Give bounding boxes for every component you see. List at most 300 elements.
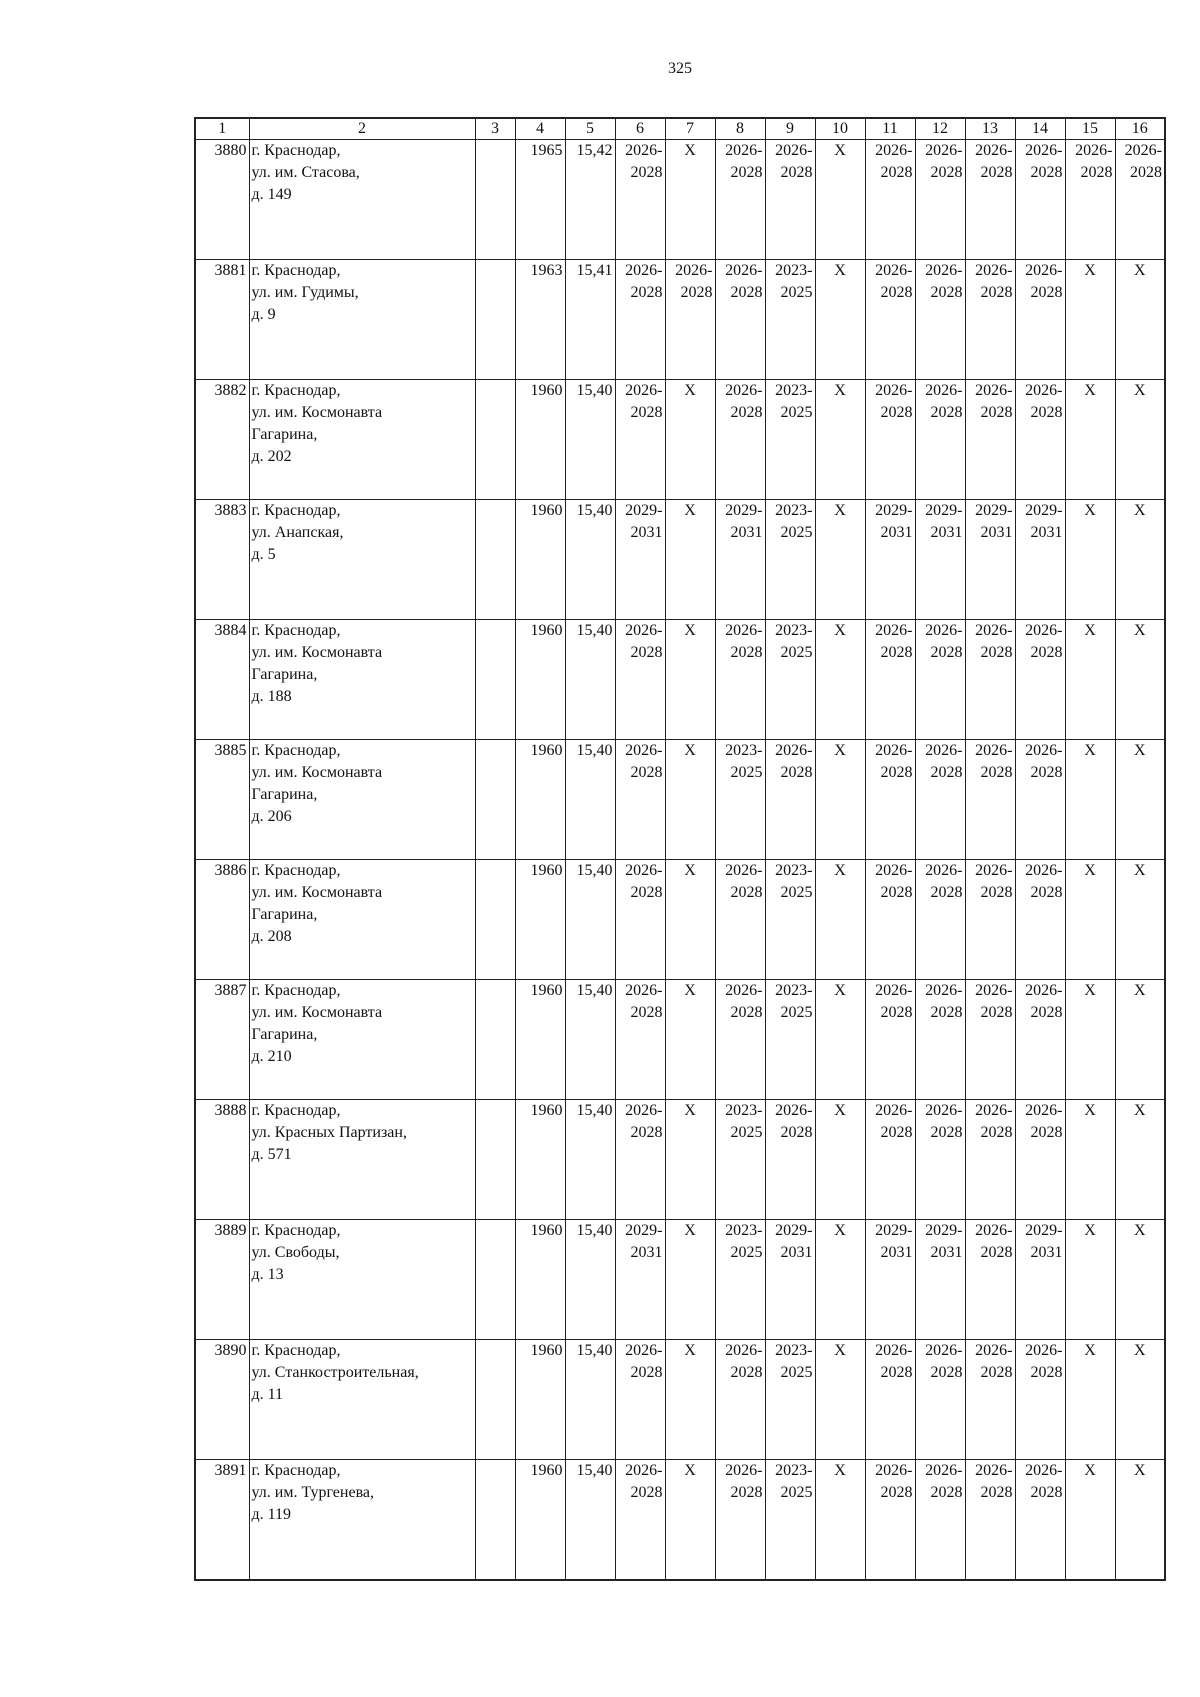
col-3-cell [475, 620, 515, 740]
period-cell [765, 740, 815, 860]
period-cell [915, 620, 965, 740]
address-line: ул. им. Космонавта [251, 1004, 383, 1021]
address-line: ул. им. Космонавта [251, 644, 383, 661]
period-end: 2028 [730, 1484, 763, 1501]
period-start: 2026- [725, 1342, 763, 1359]
address-cell [249, 1460, 475, 1580]
period-cell [865, 260, 915, 380]
period-end: 2031 [880, 524, 913, 541]
period-cell [615, 860, 665, 980]
address-line: ул. им. Стасова, [251, 164, 360, 181]
address-line: ул. им. Тургенева, [251, 1484, 375, 1501]
none-mark-cell: X [1115, 500, 1165, 620]
period-cell [765, 380, 815, 500]
address-cell [249, 860, 475, 980]
period-cell [715, 140, 765, 260]
period-start: 2026- [625, 1102, 663, 1119]
period-cell [915, 1100, 965, 1220]
address-line: г. Краснодар, [251, 862, 341, 879]
period-cell [765, 1340, 815, 1460]
period-start: 2026- [1025, 382, 1063, 399]
none-mark-cell: X [1115, 1460, 1165, 1580]
period-cell [915, 380, 965, 500]
none-mark-cell: X [815, 140, 865, 260]
period-end: 2028 [980, 644, 1013, 661]
period-start: 2026- [625, 142, 663, 159]
period-cell [765, 860, 815, 980]
period-cell [965, 260, 1015, 380]
period-end: 2028 [1030, 1484, 1063, 1501]
period-cell [965, 1460, 1015, 1580]
col-3-cell [475, 740, 515, 860]
address-line: г. Краснодар, [251, 1222, 341, 1239]
period-cell [915, 1220, 965, 1340]
period-start: 2026- [925, 742, 963, 759]
period-start: 2026- [625, 382, 663, 399]
year-cell: 1960 [515, 500, 565, 620]
period-start: 2026- [1025, 982, 1063, 999]
period-start: 2023- [775, 262, 813, 279]
address-cell [249, 1100, 475, 1220]
year-cell: 1960 [515, 1100, 565, 1220]
page-number: 325 [668, 60, 692, 77]
none-mark-cell: X [665, 860, 715, 980]
period-end: 2028 [730, 1004, 763, 1021]
row-number: 3889 [195, 1220, 249, 1340]
period-start: 2026- [1025, 1102, 1063, 1119]
none-mark-cell: X [1065, 1340, 1115, 1460]
period-cell [765, 620, 815, 740]
period-end: 2025 [780, 524, 813, 541]
period-start: 2026- [925, 862, 963, 879]
period-start: 2026- [625, 1342, 663, 1359]
col-3-cell [475, 980, 515, 1100]
address-cell [249, 140, 475, 260]
row-number: 3890 [195, 1340, 249, 1460]
period-end: 2028 [880, 644, 913, 661]
period-cell [715, 260, 765, 380]
value-cell: 15,40 [565, 1100, 615, 1220]
col-3-cell [475, 1100, 515, 1220]
none-mark-cell: X [665, 1340, 715, 1460]
address-line: г. Краснодар, [251, 142, 341, 159]
period-cell [615, 380, 665, 500]
period-end: 2028 [930, 1124, 963, 1141]
year-cell: 1960 [515, 620, 565, 740]
none-mark-cell: X [665, 1460, 715, 1580]
period-start: 2026- [1025, 862, 1063, 879]
period-end: 2028 [630, 1124, 663, 1141]
period-cell [865, 1220, 915, 1340]
address-line: ул. им. Космонавта [251, 884, 383, 901]
address-line: д. 11 [251, 1386, 284, 1403]
period-start: 2026- [1025, 1342, 1063, 1359]
address-line: г. Краснодар, [251, 1342, 341, 1359]
period-start: 2026- [625, 262, 663, 279]
period-start: 2026- [725, 142, 763, 159]
address-line: д. 149 [251, 186, 292, 203]
period-start: 2026- [775, 1102, 813, 1119]
period-start: 2029- [1025, 1222, 1063, 1239]
value-cell: 15,40 [565, 1220, 615, 1340]
address-line: Гагарина, [251, 786, 318, 803]
col-header-2: 2 [249, 118, 475, 140]
period-end: 2031 [1030, 1244, 1063, 1261]
period-cell [765, 260, 815, 380]
period-end: 2028 [1030, 764, 1063, 781]
period-cell [765, 1220, 815, 1340]
none-mark-cell: X [1115, 980, 1165, 1100]
period-start: 2023- [775, 502, 813, 519]
col-header-11: 11 [865, 118, 915, 140]
value-cell: 15,41 [565, 260, 615, 380]
none-mark-cell: X [815, 740, 865, 860]
period-end: 2025 [780, 1004, 813, 1021]
none-mark-cell: X [815, 380, 865, 500]
none-mark-cell: X [1065, 1460, 1115, 1580]
period-start: 2029- [625, 1222, 663, 1239]
period-cell [965, 980, 1015, 1100]
period-start: 2026- [875, 982, 913, 999]
col-header-5: 5 [565, 118, 615, 140]
period-end: 2028 [630, 164, 663, 181]
period-end: 2028 [880, 884, 913, 901]
address-cell [249, 260, 475, 380]
period-end: 2028 [780, 764, 813, 781]
period-cell [615, 500, 665, 620]
none-mark-cell: X [815, 980, 865, 1100]
period-start: 2026- [875, 1462, 913, 1479]
period-cell [865, 500, 915, 620]
period-start: 2029- [875, 1222, 913, 1239]
col-header-16: 16 [1115, 118, 1165, 140]
period-cell [1115, 140, 1165, 260]
address-line: Гагарина, [251, 906, 318, 923]
year-cell: 1960 [515, 980, 565, 1100]
period-end: 2028 [730, 1364, 763, 1381]
period-end: 2025 [730, 764, 763, 781]
period-start: 2026- [625, 862, 663, 879]
none-mark-cell: X [815, 860, 865, 980]
col-header-3: 3 [475, 118, 515, 140]
period-start: 2023- [775, 982, 813, 999]
period-cell [615, 1100, 665, 1220]
period-end: 2028 [1080, 164, 1113, 181]
period-start: 2026- [725, 862, 763, 879]
period-end: 2028 [780, 1124, 813, 1141]
row-number: 3881 [195, 260, 249, 380]
period-start: 2026- [975, 1102, 1013, 1119]
period-end: 2028 [630, 404, 663, 421]
address-line: ул. Станкостроительная, [251, 1364, 419, 1381]
period-end: 2028 [980, 1244, 1013, 1261]
period-end: 2028 [980, 884, 1013, 901]
address-line: ул. Красных Партизан, [251, 1124, 407, 1141]
period-start: 2026- [1025, 142, 1063, 159]
col-3-cell [475, 1220, 515, 1340]
period-start: 2026- [725, 982, 763, 999]
period-end: 2028 [930, 1484, 963, 1501]
period-cell [615, 620, 665, 740]
period-cell [865, 1100, 915, 1220]
period-end: 2028 [630, 644, 663, 661]
address-line: Гагарина, [251, 666, 318, 683]
period-cell [615, 1220, 665, 1340]
value-cell: 15,42 [565, 140, 615, 260]
period-cell [865, 980, 915, 1100]
row-number: 3885 [195, 740, 249, 860]
period-start: 2029- [725, 502, 763, 519]
period-end: 2028 [880, 404, 913, 421]
period-start: 2026- [925, 142, 963, 159]
period-end: 2028 [780, 164, 813, 181]
table-row [195, 500, 1165, 620]
address-cell [249, 740, 475, 860]
period-cell [1015, 140, 1065, 260]
period-cell [715, 1100, 765, 1220]
row-number: 3886 [195, 860, 249, 980]
period-start: 2026- [975, 862, 1013, 879]
none-mark-cell: X [815, 500, 865, 620]
none-mark-cell: X [665, 980, 715, 1100]
period-end: 2028 [980, 164, 1013, 181]
period-cell [765, 980, 815, 1100]
period-end: 2028 [880, 164, 913, 181]
year-cell: 1965 [515, 140, 565, 260]
period-cell [915, 500, 965, 620]
period-start: 2023- [775, 862, 813, 879]
period-cell [1015, 1460, 1065, 1580]
none-mark-cell: X [1065, 260, 1115, 380]
period-end: 2028 [730, 284, 763, 301]
period-start: 2026- [725, 382, 763, 399]
none-mark-cell: X [665, 620, 715, 740]
period-start: 2026- [975, 622, 1013, 639]
period-cell [865, 740, 915, 860]
none-mark-cell: X [665, 380, 715, 500]
none-mark-cell: X [665, 500, 715, 620]
period-start: 2026- [625, 622, 663, 639]
address-line: Гагарина, [251, 1026, 318, 1043]
period-start: 2026- [975, 982, 1013, 999]
col-header-8: 8 [715, 118, 765, 140]
period-cell [915, 140, 965, 260]
period-end: 2031 [980, 524, 1013, 541]
period-start: 2029- [625, 502, 663, 519]
period-end: 2031 [1030, 524, 1063, 541]
period-cell [1015, 1100, 1065, 1220]
period-start: 2023- [725, 1222, 763, 1239]
period-cell [965, 1340, 1015, 1460]
period-start: 2026- [775, 142, 813, 159]
period-end: 2031 [630, 1244, 663, 1261]
address-line: д. 571 [251, 1146, 292, 1163]
table-body [195, 140, 1165, 1580]
year-cell: 1960 [515, 1460, 565, 1580]
period-end: 2028 [930, 1364, 963, 1381]
period-start: 2026- [1124, 142, 1162, 159]
address-line: г. Краснодар, [251, 262, 341, 279]
col-header-13: 13 [965, 118, 1015, 140]
period-end: 2028 [930, 404, 963, 421]
period-cell [1065, 140, 1115, 260]
period-start: 2026- [625, 742, 663, 759]
period-start: 2029- [925, 1222, 963, 1239]
none-mark-cell: X [815, 620, 865, 740]
period-start: 2026- [975, 142, 1013, 159]
period-cell [965, 500, 1015, 620]
period-cell [965, 740, 1015, 860]
period-end: 2028 [880, 1124, 913, 1141]
header-row [195, 118, 1165, 140]
row-number: 3880 [195, 140, 249, 260]
address-cell [249, 380, 475, 500]
period-end: 2028 [980, 764, 1013, 781]
period-end: 2028 [880, 764, 913, 781]
period-cell [765, 500, 815, 620]
period-start: 2026- [775, 742, 813, 759]
period-start: 2026- [675, 262, 713, 279]
period-end: 2028 [980, 1124, 1013, 1141]
period-cell [865, 140, 915, 260]
address-line: г. Краснодар, [251, 502, 341, 519]
period-start: 2026- [725, 262, 763, 279]
period-start: 2026- [875, 142, 913, 159]
year-cell: 1960 [515, 1220, 565, 1340]
period-cell [965, 860, 1015, 980]
address-line: д. 13 [251, 1266, 284, 1283]
period-start: 2026- [725, 622, 763, 639]
none-mark-cell: X [1065, 1100, 1115, 1220]
period-end: 2028 [1030, 884, 1063, 901]
period-end: 2028 [730, 644, 763, 661]
period-start: 2029- [925, 502, 963, 519]
period-cell [965, 620, 1015, 740]
registry-table [194, 117, 1166, 1581]
period-cell [1015, 860, 1065, 980]
period-start: 2026- [925, 622, 963, 639]
col-3-cell [475, 1340, 515, 1460]
period-end: 2031 [630, 524, 663, 541]
period-cell [715, 1340, 765, 1460]
period-start: 2026- [925, 1342, 963, 1359]
period-start: 2026- [975, 1342, 1013, 1359]
period-start: 2026- [1025, 622, 1063, 639]
col-3-cell [475, 260, 515, 380]
table-row [195, 380, 1165, 500]
value-cell: 15,40 [565, 1340, 615, 1460]
none-mark-cell: X [815, 260, 865, 380]
period-start: 2029- [875, 502, 913, 519]
period-start: 2026- [875, 1102, 913, 1119]
none-mark-cell: X [665, 740, 715, 860]
address-line: ул. Анапская, [251, 524, 344, 541]
period-end: 2025 [780, 884, 813, 901]
period-start: 2026- [975, 262, 1013, 279]
period-end: 2028 [880, 284, 913, 301]
period-cell [1015, 260, 1065, 380]
period-end: 2025 [780, 644, 813, 661]
none-mark-cell: X [1065, 380, 1115, 500]
table-row [195, 620, 1165, 740]
none-mark-cell: X [1115, 1100, 1165, 1220]
address-line: ул. им. Космонавта [251, 404, 383, 421]
period-start: 2026- [875, 1342, 913, 1359]
col-header-10: 10 [815, 118, 865, 140]
col-header-9: 9 [765, 118, 815, 140]
row-number: 3882 [195, 380, 249, 500]
period-start: 2026- [1025, 262, 1063, 279]
period-end: 2028 [1030, 644, 1063, 661]
period-cell [915, 740, 965, 860]
period-cell [1015, 740, 1065, 860]
address-cell [249, 620, 475, 740]
period-cell [915, 260, 965, 380]
period-cell [615, 260, 665, 380]
none-mark-cell: X [1115, 740, 1165, 860]
address-cell [249, 980, 475, 1100]
year-cell: 1960 [515, 380, 565, 500]
address-line: д. 5 [251, 546, 276, 563]
period-cell [1015, 500, 1065, 620]
none-mark-cell: X [665, 1220, 715, 1340]
none-mark-cell: X [1065, 860, 1115, 980]
row-number: 3888 [195, 1100, 249, 1220]
period-cell [665, 260, 715, 380]
none-mark-cell: X [815, 1340, 865, 1460]
period-cell [715, 500, 765, 620]
period-cell [1015, 1340, 1065, 1460]
period-end: 2028 [980, 1364, 1013, 1381]
period-start: 2029- [775, 1222, 813, 1239]
row-number: 3887 [195, 980, 249, 1100]
table-row [195, 980, 1165, 1100]
period-start: 2026- [875, 262, 913, 279]
none-mark-cell: X [665, 1100, 715, 1220]
table-row [195, 740, 1165, 860]
period-cell [715, 620, 765, 740]
table-row [195, 1100, 1165, 1220]
col-3-cell [475, 140, 515, 260]
address-line: г. Краснодар, [251, 1462, 341, 1479]
address-cell [249, 1220, 475, 1340]
none-mark-cell: X [1065, 980, 1115, 1100]
period-end: 2028 [980, 284, 1013, 301]
col-header-14: 14 [1015, 118, 1065, 140]
period-end: 2028 [730, 404, 763, 421]
none-mark-cell: X [1115, 860, 1165, 980]
col-header-4: 4 [515, 118, 565, 140]
none-mark-cell: X [815, 1100, 865, 1220]
table-row [195, 140, 1165, 260]
period-start: 2026- [925, 1462, 963, 1479]
address-line: г. Краснодар, [251, 742, 341, 759]
period-end: 2028 [930, 1004, 963, 1021]
period-start: 2026- [875, 622, 913, 639]
period-end: 2025 [780, 1484, 813, 1501]
period-cell [865, 1340, 915, 1460]
period-cell [615, 1340, 665, 1460]
year-cell: 1960 [515, 740, 565, 860]
period-cell [615, 740, 665, 860]
period-end: 2031 [780, 1244, 813, 1261]
address-line: д. 202 [251, 448, 292, 465]
none-mark-cell: X [1115, 620, 1165, 740]
address-line: д. 206 [251, 808, 292, 825]
period-cell [765, 1460, 815, 1580]
col-header-15: 15 [1065, 118, 1115, 140]
none-mark-cell: X [1115, 260, 1165, 380]
